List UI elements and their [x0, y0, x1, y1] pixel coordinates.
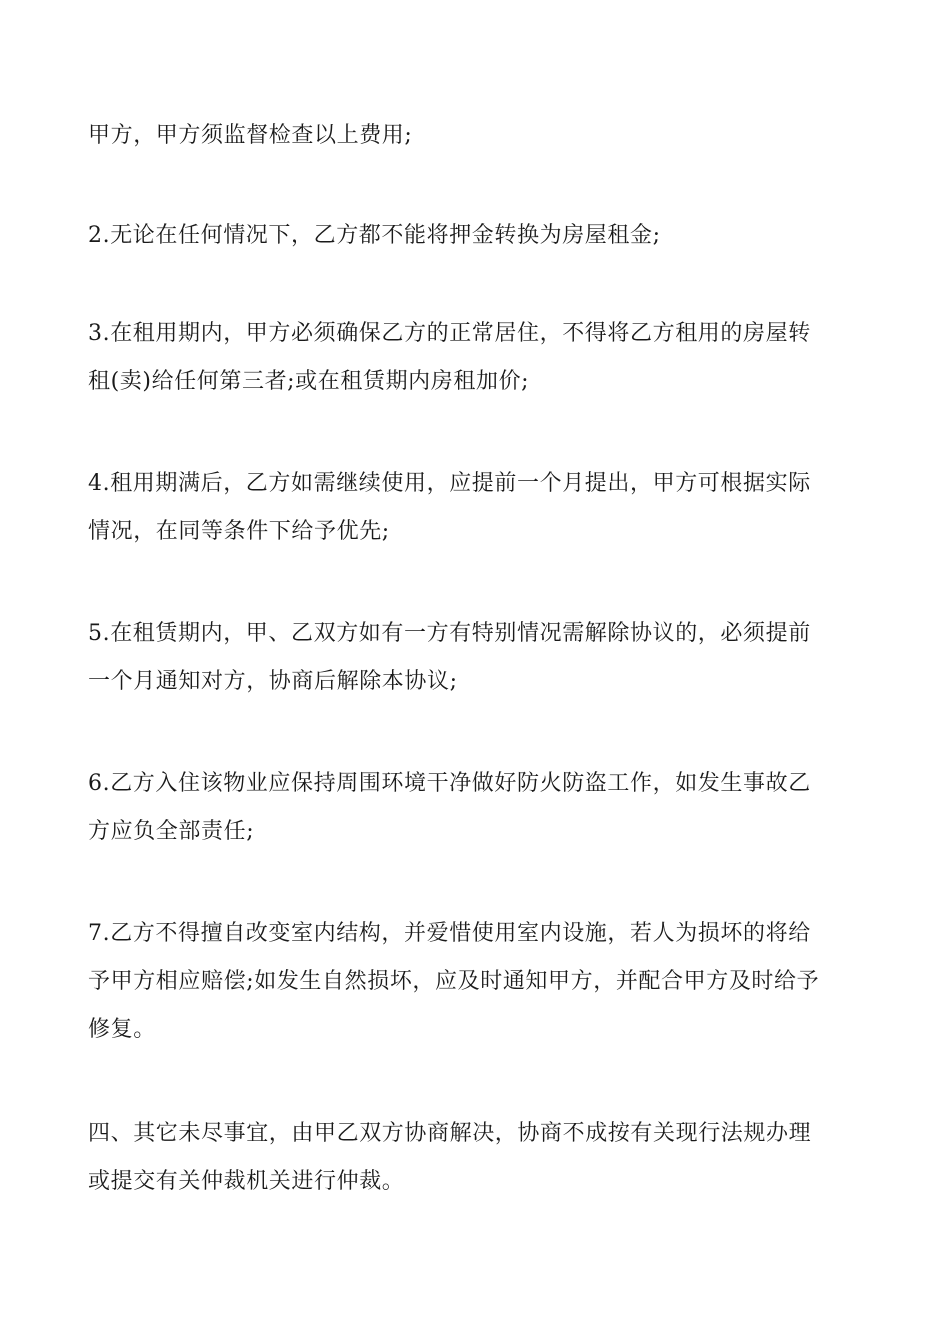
paragraph-line: 一个月通知对方，协商后解除本协议; — [88, 669, 458, 694]
paragraph-line: 5.在租赁期内，甲、乙双方如有一方有特别情况需解除协议的，必须提前 — [88, 621, 811, 646]
paragraph-line: 四、其它未尽事宜，由甲乙双方协商解决，协商不成按有关现行法规办理 — [88, 1121, 812, 1146]
paragraph-line: 修复。 — [88, 1017, 156, 1042]
paragraph-line: 租(卖)给任何第三者;或在租赁期内房租加价; — [88, 369, 530, 394]
paragraph-line: 2.无论在任何情况下，乙方都不能将押金转换为房屋租金; — [88, 223, 661, 248]
paragraph-1 — [88, 112, 864, 160]
paragraph-5 — [88, 610, 864, 706]
paragraph-3 — [88, 310, 864, 406]
paragraph-6 — [88, 760, 864, 856]
paragraph-line: 甲方，甲方须监督检查以上费用; — [88, 123, 413, 148]
paragraph-7 — [88, 910, 864, 1054]
paragraph-2 — [88, 212, 864, 260]
paragraph-line: 情况，在同等条件下给予优先; — [88, 519, 390, 544]
paragraph-4 — [88, 460, 864, 556]
paragraph-line: 3.在租用期内，甲方必须确保乙方的正常居住，不得将乙方租用的房屋转 — [88, 321, 811, 346]
paragraph-8 — [88, 1110, 864, 1206]
paragraph-line: 予甲方相应赔偿;如发生自然损坏，应及时通知甲方，并配合甲方及时给予 — [88, 969, 820, 994]
paragraph-line: 或提交有关仲裁机关进行仲裁。 — [88, 1169, 405, 1194]
paragraph-line: 7.乙方不得擅自改变室内结构，并爱惜使用室内设施，若人为损坏的将给 — [88, 921, 811, 946]
paragraph-line: 4.租用期满后，乙方如需继续使用，应提前一个月提出，甲方可根据实际 — [88, 471, 811, 496]
paragraph-line: 6.乙方入住该物业应保持周围环境干净做好防火防盗工作，如发生事故乙 — [88, 771, 811, 796]
paragraph-line: 方应负全部责任; — [88, 819, 255, 844]
